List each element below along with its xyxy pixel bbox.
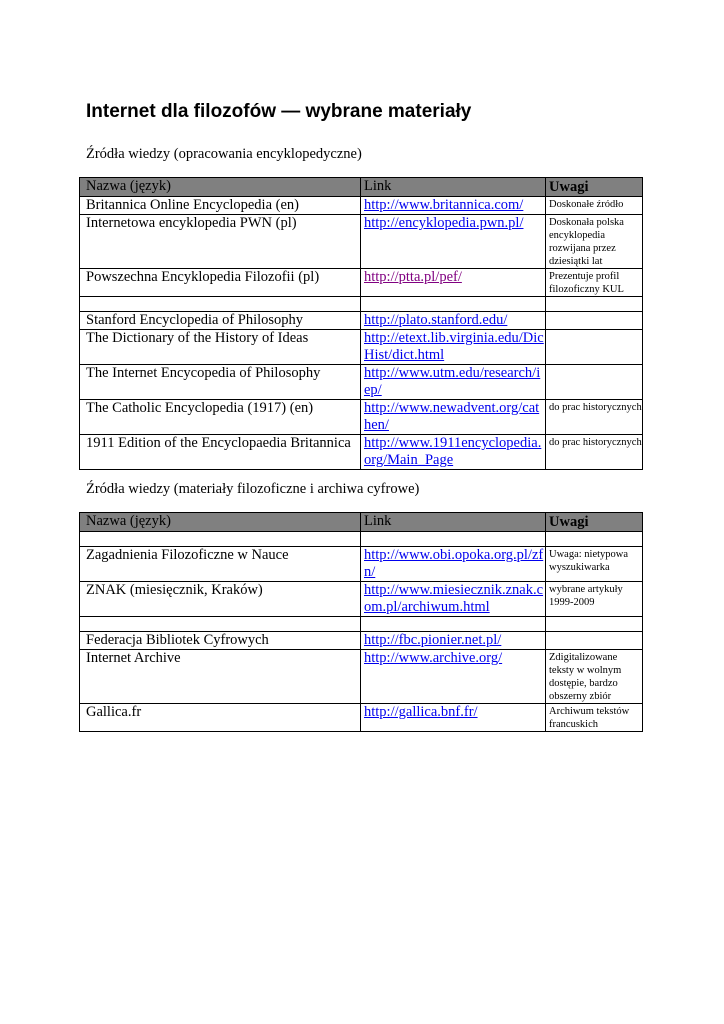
table-row	[80, 330, 643, 365]
resource-name: The Catholic Encyclopedia (1917) (en)	[80, 400, 361, 435]
resource-link[interactable]: http://www.1911encyclopedia.org/Main_Page	[364, 435, 542, 468]
table-row	[80, 435, 643, 470]
table-header-row	[80, 513, 643, 532]
resource-note: do prac historycznych	[546, 400, 643, 435]
resource-note: Doskonała polska encyklopedia rozwijana przez dziesiątki lat	[546, 215, 643, 269]
table-row	[80, 312, 643, 330]
resource-link[interactable]: http://fbc.pionier.net.pl/	[364, 632, 502, 648]
column-header-link: Link	[361, 178, 546, 197]
column-header-notes: Uwagi	[546, 513, 643, 532]
table-header-row	[80, 178, 643, 197]
table-row	[80, 632, 643, 650]
page-title: Internet dla filozofów — wybrane materiały	[86, 101, 472, 122]
resource-name: 1911 Edition of the Encyclopaedia Britannica	[80, 435, 361, 470]
resource-note: wybrane artykuły 1999-2009	[546, 582, 643, 617]
resource-link[interactable]: http://encyklopedia.pwn.pl/	[364, 215, 524, 231]
table-row	[80, 365, 643, 400]
table-row	[80, 197, 643, 215]
table-row	[80, 704, 643, 732]
resource-link[interactable]: http://www.newadvent.org/cathen/	[364, 400, 540, 433]
resource-name: Internetowa encyklopedia PWN (pl)	[80, 215, 361, 269]
table-row-empty	[80, 532, 643, 547]
column-header-notes: Uwagi	[546, 178, 643, 197]
table-row	[80, 269, 643, 297]
resource-note	[546, 312, 643, 330]
resource-name: Britannica Online Encyclopedia (en)	[80, 197, 361, 215]
table-row	[80, 582, 643, 617]
table-row	[80, 547, 643, 582]
table-row-empty	[80, 297, 643, 312]
resource-note: Doskonałe źródło	[546, 197, 643, 215]
resource-name: Federacja Bibliotek Cyfrowych	[80, 632, 361, 650]
table-row	[80, 215, 643, 269]
resource-note: Zdigitalizowane teksty w wolnym dostępie, bardzo obszerny zbiór	[546, 650, 643, 704]
resource-link[interactable]: http://www.archive.org/	[364, 650, 503, 666]
resource-note	[546, 330, 643, 365]
resource-name: Internet Archive	[80, 650, 361, 704]
resource-name: Gallica.fr	[80, 704, 361, 732]
resource-name: Stanford Encyclopedia of Philosophy	[80, 312, 361, 330]
table-row	[80, 650, 643, 704]
resource-link[interactable]: http://www.miesiecznik.znak.com.pl/archiwum.html	[364, 582, 544, 615]
resource-link[interactable]: http://gallica.bnf.fr/	[364, 704, 478, 720]
resource-name: The Dictionary of the History of Ideas	[80, 330, 361, 365]
resource-name: ZNAK (miesięcznik, Kraków)	[80, 582, 361, 617]
table-row-empty	[80, 617, 643, 632]
resource-name: The Internet Encycopedia of Philosophy	[80, 365, 361, 400]
encyclopedias-table	[79, 177, 643, 470]
resource-link[interactable]: http://etext.lib.virginia.edu/DicHist/dict.html	[364, 330, 544, 363]
section-heading-archives: Źródła wiedzy (materiały filozoficzne i archiwa cyfrowe)	[86, 481, 420, 497]
resource-name: Powszechna Encyklopedia Filozofii (pl)	[80, 269, 361, 297]
resource-note: Archiwum tekstów francuskich	[546, 704, 643, 732]
resource-link[interactable]: http://www.obi.opoka.org.pl/zfn/	[364, 547, 544, 580]
resource-note	[546, 365, 643, 400]
resource-link[interactable]: http://www.utm.edu/research/iep/	[364, 365, 541, 398]
column-header-name: Nazwa (język)	[80, 178, 361, 197]
resource-link[interactable]: http://ptta.pl/pef/	[364, 269, 462, 285]
section-heading-encyclopedias: Źródła wiedzy (opracowania encyklopedyczne)	[86, 146, 362, 162]
resource-note	[546, 632, 643, 650]
resource-note: do prac historycznych	[546, 435, 643, 470]
resource-link[interactable]: http://www.britannica.com/	[364, 197, 524, 213]
resource-link[interactable]: http://plato.stanford.edu/	[364, 312, 508, 328]
table-row	[80, 400, 643, 435]
resource-note: Prezentuje profil filozoficzny KUL	[546, 269, 643, 297]
column-header-link: Link	[361, 513, 546, 532]
column-header-name: Nazwa (język)	[80, 513, 361, 532]
resource-note: Uwaga: nietypowa wyszukiwarka	[546, 547, 643, 582]
resource-name: Zagadnienia Filozoficzne w Nauce	[80, 547, 361, 582]
archives-table	[79, 512, 643, 732]
